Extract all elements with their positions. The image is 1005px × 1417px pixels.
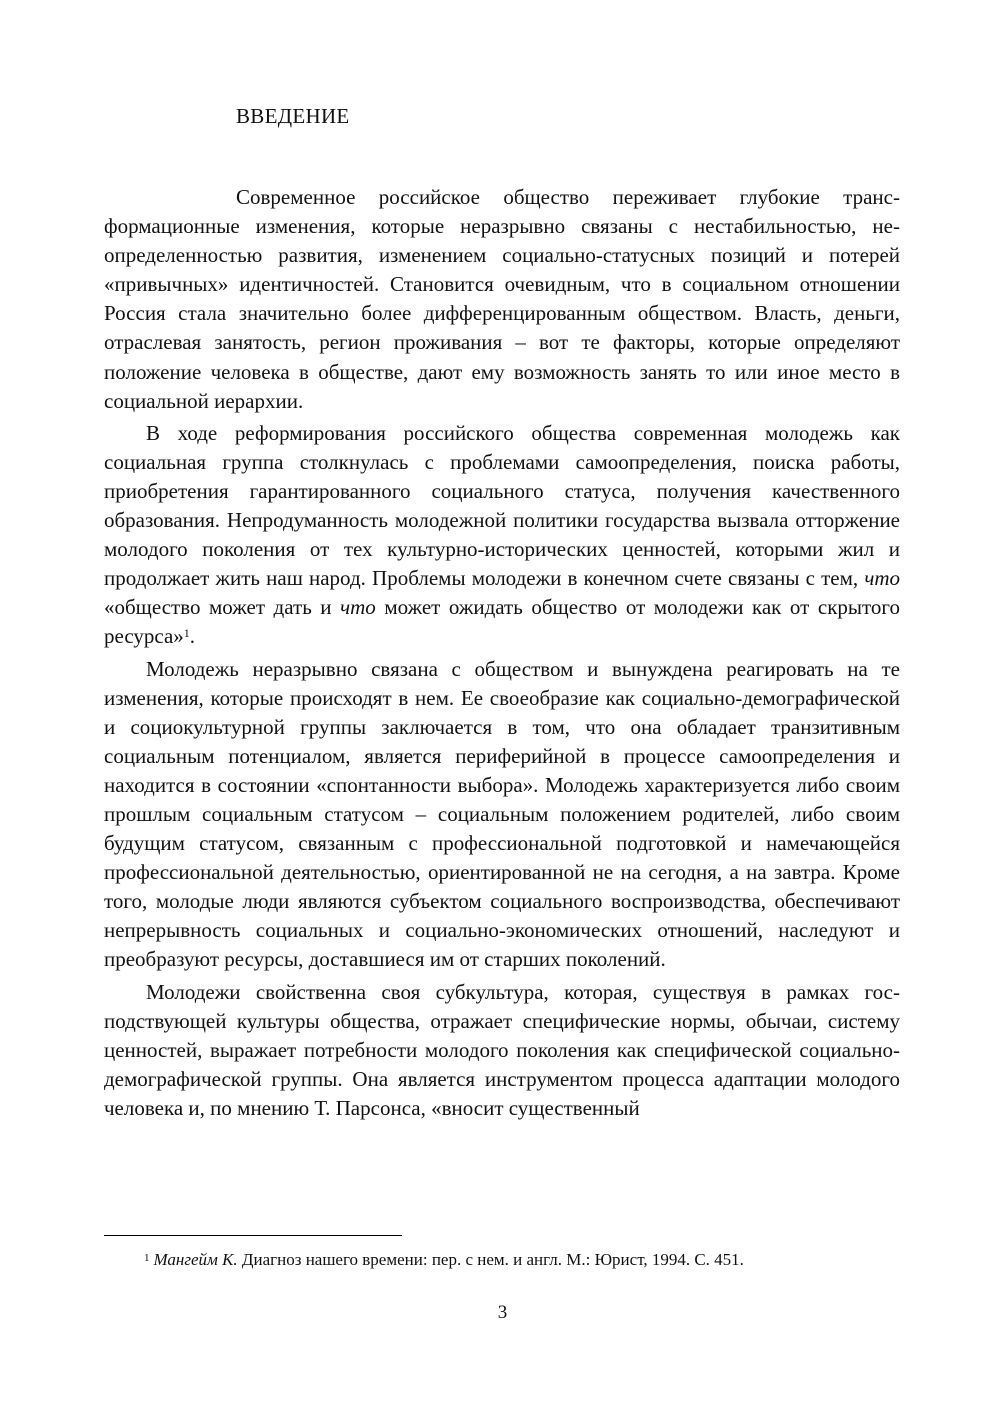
section-heading: ВВЕДЕНИЕ [236,104,350,128]
paragraph-2-middle: «общество может дать и [104,595,341,620]
body-text [104,183,900,1123]
paragraph-2-end: может ожидать общество от молодежи как от скрытого ресурса» [104,595,900,649]
footnote-author: Мангейм К. [153,1250,238,1269]
paragraph-2-tail: . [189,624,196,649]
paragraph-2-emphasis-1: что [864,566,900,591]
paragraph-2-start: В ходе реформирования российского общества современная молодежь как социальная группа столкнулась с проблемами самоопределения, поиска работы, приобретения гарантированного социального статуса, получения качественного образования. Непродуманность молодежной политики государства вызвала отторжение молодого поколения от тех культурно-исторических ценностей, которыми жил и продолжает жить наш народ. Проблемы молодежи в конечном счете связаны с тем, [104,420,900,591]
paragraph-2 [104,419,900,652]
paragraph-4: Молодежи свойственна своя субкультура, которая, существуя в рамках господствующей культуры общества, отражает специфические нормы, обычаи, систему ценностей, выражает потребности молодого поколения как специфической социально-демографической группы. Она является инструментом процесса адаптации молодого человека и, по мнению Т. Парсонса, «вносит существенный [104,979,900,1120]
footnote [144,1248,904,1272]
page-number: 3 [497,1302,508,1323]
footnote-divider [104,1235,402,1236]
paragraph-3: Молодежь неразрывно связана с обществом и вынуждена реагировать на те изменения, которые происходят в нем. Ее своеобразие как социально-демографической и социокультурной группы заключается в том, что она обладает транзитивным социальным потенциалом, является периферийной в процессе самоопределения и находится в состоянии «спонтанности выбора». Молодежь характеризуется либо своим прошлым социальным статусом – социальным положением родителей, либо своим будущим статусом, связанным с профессиональной подготовкой и намечающейся профессиональной деятельностью, ориентированной не на сегодня, а на завтра. Кроме того, молодые люди являются субъектом социального воспроизводства, обеспечивают непрерывность социальных и социально-экономических отношений, наследуют и преобразуют ресурсы, доставшиеся им от старших поколений. [104,656,900,972]
paragraph-2-emphasis-2: что [340,595,376,620]
paragraph-1: Современное российское общество переживает глубокие трансформационные изменения, которые неразрывно связаны с нестабильностью, неопределенностью развития, изменением социально-статусных позиций и потерей «привычных» идентичностей. Становится очевидным, что в социальном отношении Россия стала значительно более дифференцированным обществом. Власть, деньги, отраслевая занятость, регион проживания – вот те факторы, которые определяют положение человека в обществе, дают ему возможность занять то или иное место в социальной иерархии. [104,185,900,413]
footnote-reference[interactable]: 1 [183,626,190,641]
footnote-text: Диагноз нашего времени: пер. с нем. и англ. М.: Юрист, 1994. С. 451. [237,1250,744,1269]
footnote-number: 1 [144,1252,150,1264]
